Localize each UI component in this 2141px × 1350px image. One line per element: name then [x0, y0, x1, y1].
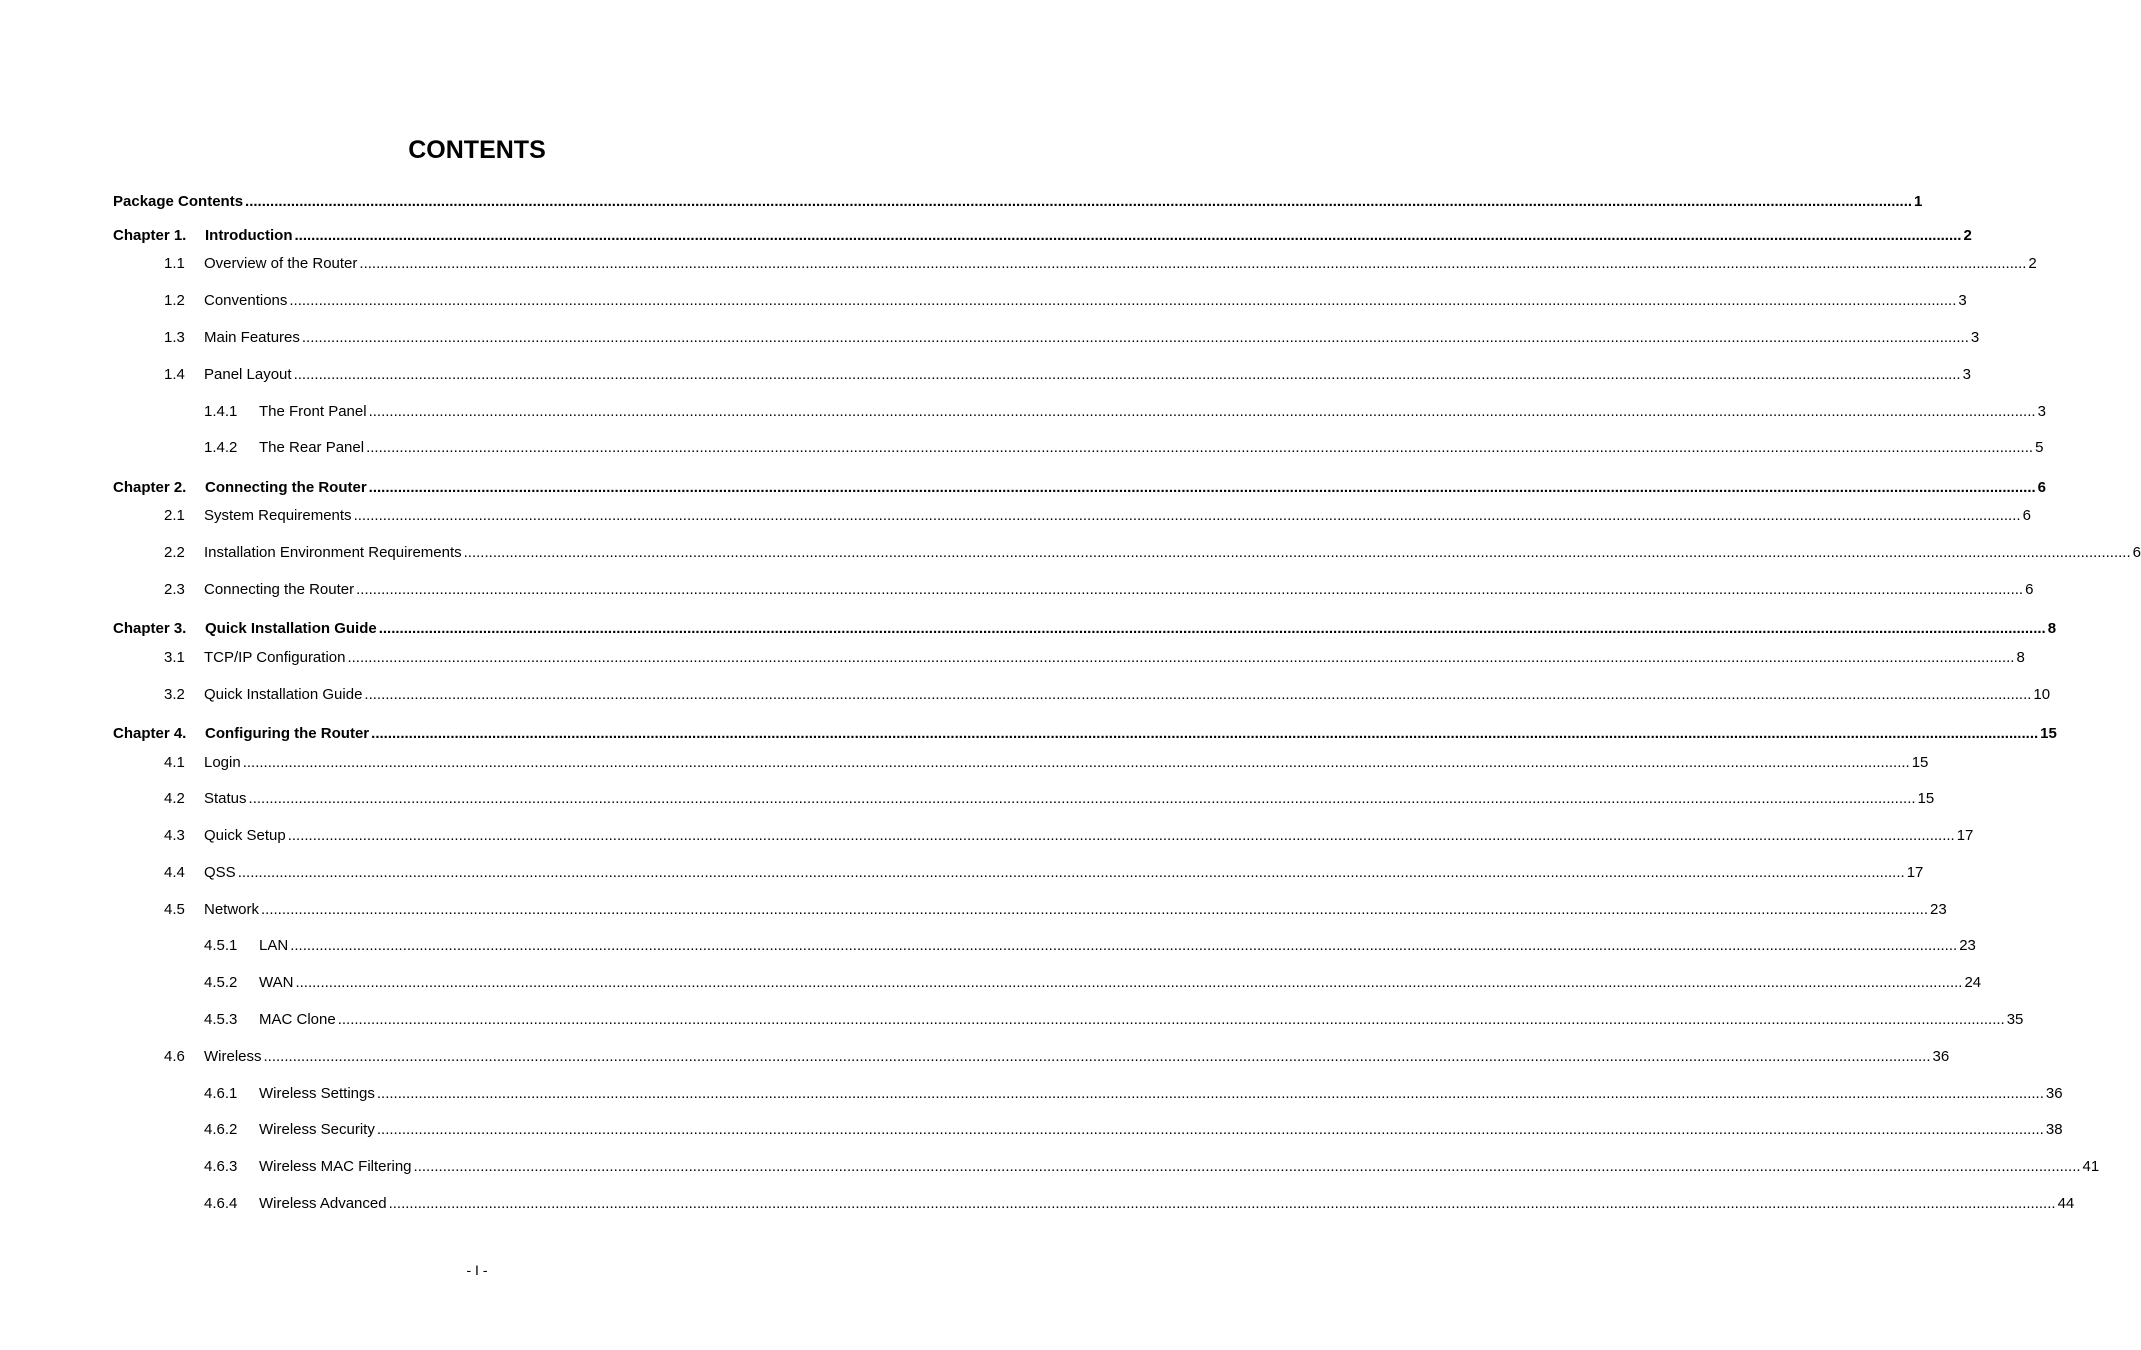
- toc-entry-number: Chapter 1.: [113, 227, 187, 244]
- toc-entry-title: Wireless Security: [259, 1121, 375, 1138]
- toc-entry-title: Quick Setup: [204, 827, 286, 844]
- toc-entry-number: 4.6.4: [204, 1195, 238, 1212]
- toc-entry[interactable]: [0, 973, 1982, 993]
- toc-entry[interactable]: [0, 580, 2034, 600]
- toc-entry-number: 4.5.1: [204, 937, 238, 954]
- toc-entry[interactable]: [0, 619, 2057, 639]
- toc-entry-page: 10: [2033, 686, 2051, 703]
- toc-entry-title: Introduction: [205, 227, 293, 244]
- toc-entry[interactable]: [0, 506, 2031, 526]
- toc-entry[interactable]: [0, 1010, 2024, 1030]
- dot-leader: ................................................................................................................................................................................................................................................................................................................................................................................................................: [378, 620, 2046, 637]
- toc-entry[interactable]: [0, 478, 2047, 498]
- toc-entry-title: Wireless Settings: [259, 1085, 375, 1102]
- toc-entry-page: 41: [2082, 1158, 2100, 1175]
- toc-entry-title: Package Contents: [113, 193, 244, 210]
- dot-leader: ................................................................................................................................................................................................................................................................................................................................................................................................................: [289, 292, 1957, 309]
- toc-entry-page: 2: [2028, 255, 2037, 272]
- toc-entry[interactable]: [0, 1194, 2075, 1214]
- dot-leader: ................................................................................................................................................................................................................................................................................................................................................................................................................: [261, 901, 1929, 918]
- toc-entry-number: 2.2: [164, 544, 185, 561]
- dot-leader: ................................................................................................................................................................................................................................................................................................................................................................................................................: [248, 790, 1916, 807]
- dot-leader: ................................................................................................................................................................................................................................................................................................................................................................................................................: [287, 827, 1955, 844]
- toc-entry-title: Installation Environment Requirements: [204, 544, 462, 561]
- toc-entry[interactable]: [0, 328, 1980, 348]
- dot-leader: ................................................................................................................................................................................................................................................................................................................................................................................................................: [242, 754, 1910, 771]
- toc-entry-title: Main Features: [204, 329, 300, 346]
- toc-entry-page: 44: [2057, 1195, 2075, 1212]
- toc-entry-number: 4.5.2: [204, 974, 238, 991]
- toc-entry-page: 38: [2045, 1121, 2063, 1138]
- toc-entry-title: Wireless: [204, 1048, 262, 1065]
- toc-entry-page: 36: [1932, 1048, 1950, 1065]
- toc-entry-title: Network: [204, 901, 260, 918]
- toc-entry-number: 4.2: [164, 790, 185, 807]
- toc-entry-number: 4.6: [164, 1048, 185, 1065]
- toc-entry[interactable]: [0, 1084, 2063, 1104]
- dot-leader: ................................................................................................................................................................................................................................................................................................................................................................................................................: [295, 974, 1963, 991]
- toc-entry[interactable]: [0, 438, 2044, 458]
- toc-entry-number: 3.2: [164, 686, 185, 703]
- toc-entry[interactable]: [0, 648, 2025, 668]
- toc-entry-number: Chapter 4.: [113, 725, 187, 742]
- toc-entry-title: Connecting the Router: [204, 581, 355, 598]
- page-footer: - I -: [466, 1262, 488, 1278]
- toc-entry-page: 3: [1970, 329, 1980, 346]
- toc-entry-page: 24: [1964, 974, 1982, 991]
- toc-entry-page: 8: [2016, 649, 2025, 666]
- toc-entry[interactable]: [0, 402, 2046, 422]
- toc-entry-page: 6: [2025, 581, 2034, 598]
- dot-leader: ................................................................................................................................................................................................................................................................................................................................................................................................................: [388, 1195, 2056, 1212]
- dot-leader: ................................................................................................................................................................................................................................................................................................................................................................................................................: [364, 686, 2032, 703]
- toc-entry[interactable]: [0, 365, 1971, 385]
- toc-entry-page: 15: [1917, 790, 1935, 807]
- toc-entry[interactable]: [0, 1047, 1950, 1067]
- toc-entry-title: MAC Clone: [259, 1011, 336, 1028]
- toc-entry-title: Wireless Advanced: [259, 1195, 387, 1212]
- toc-entry-page: 2: [1963, 227, 1972, 244]
- toc-entry[interactable]: [0, 291, 1967, 311]
- toc-entry-title: WAN: [259, 974, 294, 991]
- toc-entry[interactable]: [0, 936, 1976, 956]
- toc-entry-number: 4.5.3: [204, 1011, 238, 1028]
- dot-leader: ................................................................................................................................................................................................................................................................................................................................................................................................................: [371, 725, 2039, 742]
- dot-leader: ................................................................................................................................................................................................................................................................................................................................................................................................................: [413, 1158, 2081, 1175]
- toc-entry[interactable]: [0, 789, 1935, 809]
- dot-leader: ................................................................................................................................................................................................................................................................................................................................................................................................................: [263, 1048, 1931, 1065]
- toc-entry-page: 35: [2006, 1011, 2024, 1028]
- dot-leader: ................................................................................................................................................................................................................................................................................................................................................................................................................: [463, 544, 2131, 561]
- dot-leader: ................................................................................................................................................................................................................................................................................................................................................................................................................: [356, 581, 2024, 598]
- toc-entry-title: Panel Layout: [204, 366, 292, 383]
- dot-leader: ................................................................................................................................................................................................................................................................................................................................................................................................................: [366, 439, 2034, 456]
- toc-entry-title: Conventions: [204, 292, 288, 309]
- dot-leader: ................................................................................................................................................................................................................................................................................................................................................................................................................: [290, 937, 1958, 954]
- dot-leader: ................................................................................................................................................................................................................................................................................................................................................................................................................: [347, 649, 2015, 666]
- toc-entry-number: 1.4.1: [204, 403, 238, 420]
- toc-entry-number: 2.3: [164, 581, 185, 598]
- toc-entry-page: 6: [2022, 507, 2031, 524]
- toc-entry-number: 1.4: [164, 366, 185, 383]
- toc-entry-title: Quick Installation Guide: [204, 686, 363, 703]
- dot-leader: ................................................................................................................................................................................................................................................................................................................................................................................................................: [337, 1011, 2005, 1028]
- toc-entry-page: 3: [2037, 403, 2046, 420]
- dot-leader: ................................................................................................................................................................................................................................................................................................................................................................................................................: [293, 366, 1961, 383]
- toc-entry-page: 17: [1956, 827, 1974, 844]
- dot-leader: ................................................................................................................................................................................................................................................................................................................................................................................................................: [301, 329, 1969, 346]
- toc-entry[interactable]: [0, 863, 1924, 883]
- toc-entry-title: System Requirements: [204, 507, 352, 524]
- toc-entry-title: Wireless MAC Filtering: [259, 1158, 412, 1175]
- toc-entry[interactable]: [0, 543, 2141, 563]
- toc-entry-page: 15: [2040, 725, 2057, 742]
- toc-entry-number: 4.5: [164, 901, 185, 918]
- toc-entry-number: 1.1: [164, 255, 185, 272]
- toc-entry-number: Chapter 3.: [113, 620, 187, 637]
- toc-entry[interactable]: [0, 826, 1974, 846]
- toc-entry[interactable]: [0, 254, 2037, 274]
- dot-leader: ................................................................................................................................................................................................................................................................................................................................................................................................................: [376, 1085, 2044, 1102]
- toc-entry-title: Login: [204, 754, 241, 771]
- toc-entry-number: 3.1: [164, 649, 185, 666]
- toc-entry-number: 4.6.3: [204, 1158, 238, 1175]
- toc-entry[interactable]: [0, 724, 2057, 744]
- toc-entry-page: 5: [2035, 439, 2044, 456]
- toc-entry-number: 1.2: [164, 292, 185, 309]
- toc-entry-number: 4.6.1: [204, 1085, 238, 1102]
- toc-entry-title: Connecting the Router: [205, 479, 367, 496]
- toc-entry-page: 17: [1906, 864, 1924, 881]
- toc-entry[interactable]: [0, 753, 1929, 773]
- toc-entry-title: Configuring the Router: [205, 725, 370, 742]
- toc-entry-page: 3: [1962, 366, 1971, 383]
- toc-entry-page: 6: [2037, 479, 2047, 496]
- toc-entry-title: LAN: [259, 937, 289, 954]
- toc-entry-title: Overview of the Router: [204, 255, 358, 272]
- toc-entry[interactable]: [0, 226, 1972, 246]
- toc-entry-title: The Front Panel: [259, 403, 367, 420]
- dot-leader: ................................................................................................................................................................................................................................................................................................................................................................................................................: [237, 864, 1905, 881]
- page-title: CONTENTS: [408, 136, 546, 164]
- dot-leader: ................................................................................................................................................................................................................................................................................................................................................................................................................: [368, 403, 2036, 420]
- dot-leader: ................................................................................................................................................................................................................................................................................................................................................................................................................: [359, 255, 2027, 272]
- toc-entry-page: 23: [1959, 937, 1976, 954]
- toc-entry-page: 3: [1958, 292, 1967, 309]
- toc-entry-page: 1: [1914, 193, 1923, 210]
- toc-entry-title: TCP/IP Configuration: [204, 649, 346, 666]
- toc-entry-page: 23: [1930, 901, 1947, 918]
- toc-entry-number: 1.3: [164, 329, 185, 346]
- toc-entry-page: 6: [2132, 544, 2141, 561]
- toc-entry-number: 4.6.2: [204, 1121, 238, 1138]
- toc-entry-title: QSS: [204, 864, 236, 881]
- dot-leader: ................................................................................................................................................................................................................................................................................................................................................................................................................: [376, 1121, 2044, 1138]
- dot-leader: ................................................................................................................................................................................................................................................................................................................................................................................................................: [294, 227, 1962, 244]
- toc-entry-number: 2.1: [164, 507, 185, 524]
- toc-entry-number: 4.1: [164, 754, 185, 771]
- toc-entry-number: 4.3: [164, 827, 185, 844]
- toc-entry-number: Chapter 2.: [113, 479, 187, 496]
- toc-entry-title: Status: [204, 790, 247, 807]
- dot-leader: ................................................................................................................................................................................................................................................................................................................................................................................................................: [353, 507, 2021, 524]
- toc-entry-number: 1.4.2: [204, 439, 238, 456]
- toc-entry-title: Quick Installation Guide: [205, 620, 377, 637]
- toc-entry-page: 36: [2045, 1085, 2063, 1102]
- toc-entry-page: 8: [2047, 620, 2057, 637]
- toc-entry[interactable]: [0, 1120, 2063, 1140]
- toc-entry-title: The Rear Panel: [259, 439, 365, 456]
- toc-entry[interactable]: [0, 900, 1947, 920]
- toc-entry-page: 15: [1911, 754, 1929, 771]
- toc-entry[interactable]: [0, 192, 1923, 212]
- toc-entry[interactable]: [0, 1157, 2100, 1177]
- toc-entry-number: 4.4: [164, 864, 185, 881]
- toc-entry[interactable]: [0, 685, 2051, 705]
- dot-leader: ................................................................................................................................................................................................................................................................................................................................................................................................................: [245, 193, 1913, 210]
- dot-leader: ................................................................................................................................................................................................................................................................................................................................................................................................................: [368, 479, 2036, 496]
